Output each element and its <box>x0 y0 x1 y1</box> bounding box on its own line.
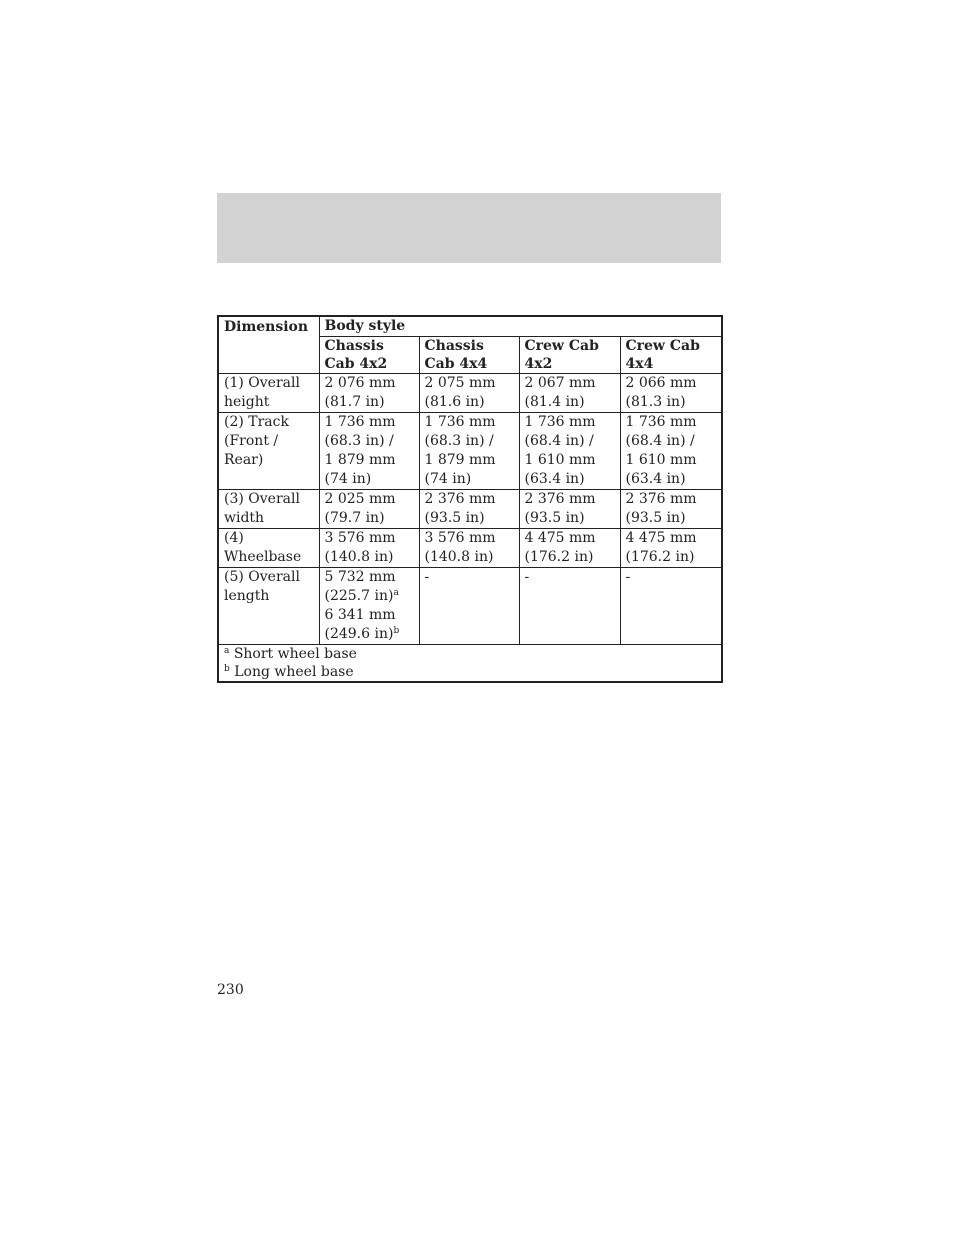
table-cell: 3 576 mm (140.8 in) <box>419 529 519 568</box>
table-cell: - <box>620 568 722 645</box>
table-cell: - <box>519 568 620 645</box>
row-label: (5) Overall length <box>218 568 319 645</box>
page-number: 230 <box>217 982 244 998</box>
table-cell: 2 066 mm (81.3 in) <box>620 374 722 413</box>
column-header-chassis-cab-4x4: Chassis Cab 4x4 <box>419 337 519 374</box>
footnote-marker: a <box>393 588 399 598</box>
table-cell: 2 076 mm (81.7 in) <box>319 374 419 413</box>
table-cell: 1 736 mm (68.3 in) / 1 879 mm (74 in) <box>319 413 419 490</box>
footnotes <box>218 645 722 683</box>
table-row <box>218 374 722 413</box>
footnote-marker: b <box>393 626 400 636</box>
table-row <box>218 413 722 490</box>
table-cell: 3 576 mm (140.8 in) <box>319 529 419 568</box>
body-style-header: Body style <box>319 316 722 337</box>
table-cell: 1 736 mm (68.4 in) / 1 610 mm (63.4 in) <box>620 413 722 490</box>
table-row <box>218 568 722 645</box>
table-header-row <box>218 316 722 337</box>
table-cell: 2 376 mm (93.5 in) <box>419 490 519 529</box>
table-row <box>218 529 722 568</box>
section-header-band <box>217 193 721 263</box>
column-header-crew-cab-4x4: Crew Cab 4x4 <box>620 337 722 374</box>
footnote: $^a$ Short wheel base <box>224 646 357 662</box>
table-cell: 2 025 mm (79.7 in) <box>319 490 419 529</box>
table-cell: 2 376 mm (93.5 in) <box>519 490 620 529</box>
footnotes-row <box>218 645 722 683</box>
table-cell: 2 075 mm (81.6 in) <box>419 374 519 413</box>
table-cell: 2 067 mm (81.4 in) <box>519 374 620 413</box>
table-cell: 1 736 mm (68.3 in) / 1 879 mm (74 in) <box>419 413 519 490</box>
column-header-crew-cab-4x2: Crew Cab 4x2 <box>519 337 620 374</box>
vehicle-dimensions-table <box>217 315 723 683</box>
footnote: $^b$ Long wheel base <box>224 664 354 680</box>
table-cell: 2 376 mm (93.5 in) <box>620 490 722 529</box>
row-label: (2) Track (Front / Rear) <box>218 413 319 490</box>
table-cell: 5 732 mm (225.7 in)$^a$ 6 341 mm (249.6 in)$^b$ <box>319 568 419 645</box>
table-cell: 4 475 mm (176.2 in) <box>519 529 620 568</box>
table-cell: 1 736 mm (68.4 in) / 1 610 mm (63.4 in) <box>519 413 620 490</box>
dimension-header: Dimension <box>218 316 319 374</box>
table-cell: - <box>419 568 519 645</box>
table-cell: 4 475 mm (176.2 in) <box>620 529 722 568</box>
row-label: (4) Wheelbase <box>218 529 319 568</box>
row-label: (1) Overall height <box>218 374 319 413</box>
row-label: (3) Overall width <box>218 490 319 529</box>
table-row <box>218 490 722 529</box>
column-header-chassis-cab-4x2: Chassis Cab 4x2 <box>319 337 419 374</box>
